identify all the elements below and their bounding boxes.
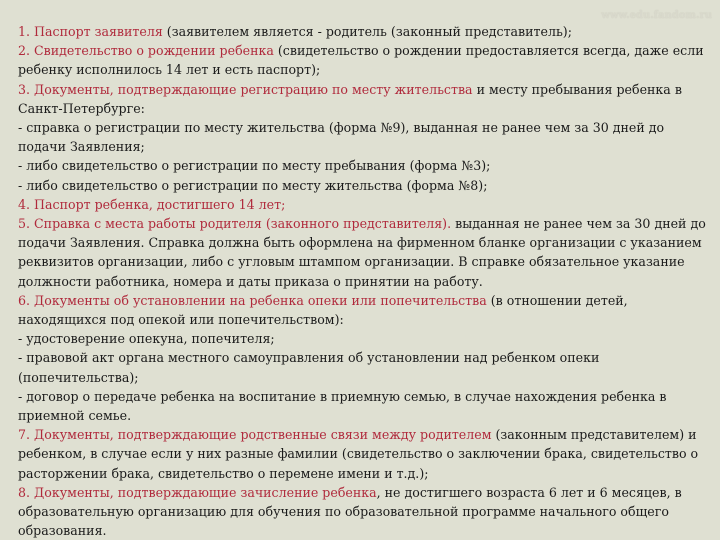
item-1-number: 1. bbox=[18, 24, 31, 39]
item-6 bbox=[18, 291, 708, 329]
item-2-title: Свидетельство о рождении ребенка bbox=[34, 43, 274, 59]
item-8-number: 8. bbox=[18, 484, 31, 500]
item-3-text: и месту пребывания ребенка в Санкт-Петербурге: bbox=[18, 81, 682, 116]
item-3-number: 3. bbox=[18, 81, 31, 97]
item-3-sub-2: - либо свидетельство о регистрации по месту пребывания (форма №3); bbox=[18, 158, 491, 174]
item-6-number: 6. bbox=[18, 292, 31, 308]
item-5-text: выданная не ранее чем за 30 дней до подачи Заявления. Справка должна быть оформлена на фирменном бланке организации с указанием реквизитов организации, либо с угловым штампом организации. В справке обязательное указание должности работника, номера и даты приказа о принятии на работу. bbox=[18, 216, 706, 289]
item-6-text: (в отношении детей, находящихся под опекой или попечительством): bbox=[18, 292, 628, 328]
item-7-text: (законным представителем) и ребенком, в случае если у них разные фамилии (свидетельство о заключении брака, свидетельство о расторжении брака, свидетельство о перемене имени и т.д.); bbox=[18, 427, 699, 481]
item-8-title: Документы, подтверждающие зачисление ребенка bbox=[34, 484, 377, 500]
item-7 bbox=[18, 425, 708, 483]
item-7-title: Документы, подтверждающие родственные связи между родителем bbox=[34, 427, 492, 443]
item-3-sub-3: - либо свидетельство о регистрации по месту жительства (форма №8); bbox=[18, 177, 488, 193]
item-2-text: (свидетельство о рождении предоставляется всегда, даже если ребенку исполнилось 14 лет и есть паспорт); bbox=[18, 43, 704, 78]
item-2-number: 2. bbox=[18, 43, 31, 59]
item-1-title: Паспорт заявителя bbox=[34, 24, 163, 39]
item-4-title: Паспорт ребенка, достигшего 14 лет; bbox=[34, 196, 286, 212]
item-8 bbox=[18, 483, 708, 540]
item-1-text: (заявителем является - родитель (законный представитель); bbox=[162, 24, 572, 39]
item-4 bbox=[18, 195, 708, 214]
item-5-title: Справка с места работы родителя (законного представителя). bbox=[34, 216, 452, 232]
item-3-title: Документы, подтверждающие регистрацию по месту жительства bbox=[34, 81, 473, 97]
watermark: www.edu.fandom.ru bbox=[601, 10, 712, 21]
item-2 bbox=[18, 41, 708, 79]
item-7-number: 7. bbox=[18, 427, 31, 443]
item-3 bbox=[18, 80, 708, 118]
item-6-sub-2: - правовой акт органа местного самоуправления об установлении над ребенком опеки (попечительства); bbox=[18, 350, 600, 385]
item-5 bbox=[18, 214, 708, 291]
item-8-text: , не достигшего возраста 6 лет и 6 месяцев, в образовательную организацию для обучения по образовательной программе начального общего образования. bbox=[18, 484, 682, 539]
item-4-number: 4. bbox=[18, 196, 31, 212]
item-6-sub-1: - удостоверение опекуна, попечителя; bbox=[18, 331, 275, 347]
document-requirements-list bbox=[18, 22, 708, 540]
item-6-title: Документы об установлении на ребенка опеки или попечительства bbox=[34, 292, 487, 308]
item-3-sub-1: - справка о регистрации по месту жительства (форма №9), выданная не ранее чем за 30 дней до подачи Заявления; bbox=[18, 120, 665, 155]
item-1 bbox=[18, 22, 708, 41]
item-6-sub-3: - договор о передаче ребенка на воспитание в приемную семью, в случае нахождения ребенка в приемной семье. bbox=[18, 388, 667, 424]
item-5-number: 5. bbox=[18, 216, 31, 232]
